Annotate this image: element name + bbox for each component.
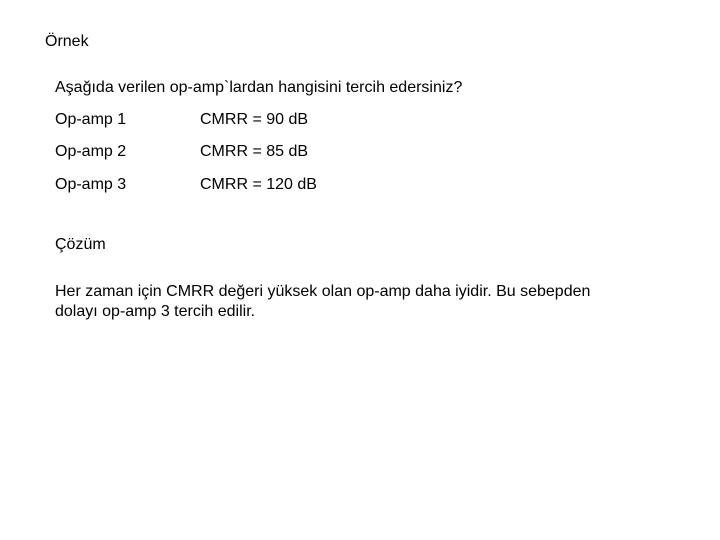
solution-line-1: Her zaman için CMRR değeri yüksek olan op-amp daha iyidir. Bu sebepden [55,283,591,300]
solution-heading: Çözüm [55,236,106,253]
opamp-2-label: Op-amp 2 [55,143,127,160]
question-text: Aşağıda verilen op-amp`lardan hangisini tercih edersiniz? [55,79,463,96]
opamp-3-cmrr: CMRR = 120 dB [200,176,317,193]
slide-title: Örnek [45,33,89,50]
opamp-3-label: Op-amp 3 [55,176,127,193]
opamp-1-cmrr: CMRR = 90 dB [200,111,309,128]
solution-text [55,282,675,322]
opamp-1-label: Op-amp 1 [55,111,127,128]
opamp-2-cmrr: CMRR = 85 dB [200,143,309,160]
solution-line-2: dolayı op-amp 3 tercih edilir. [55,303,256,320]
